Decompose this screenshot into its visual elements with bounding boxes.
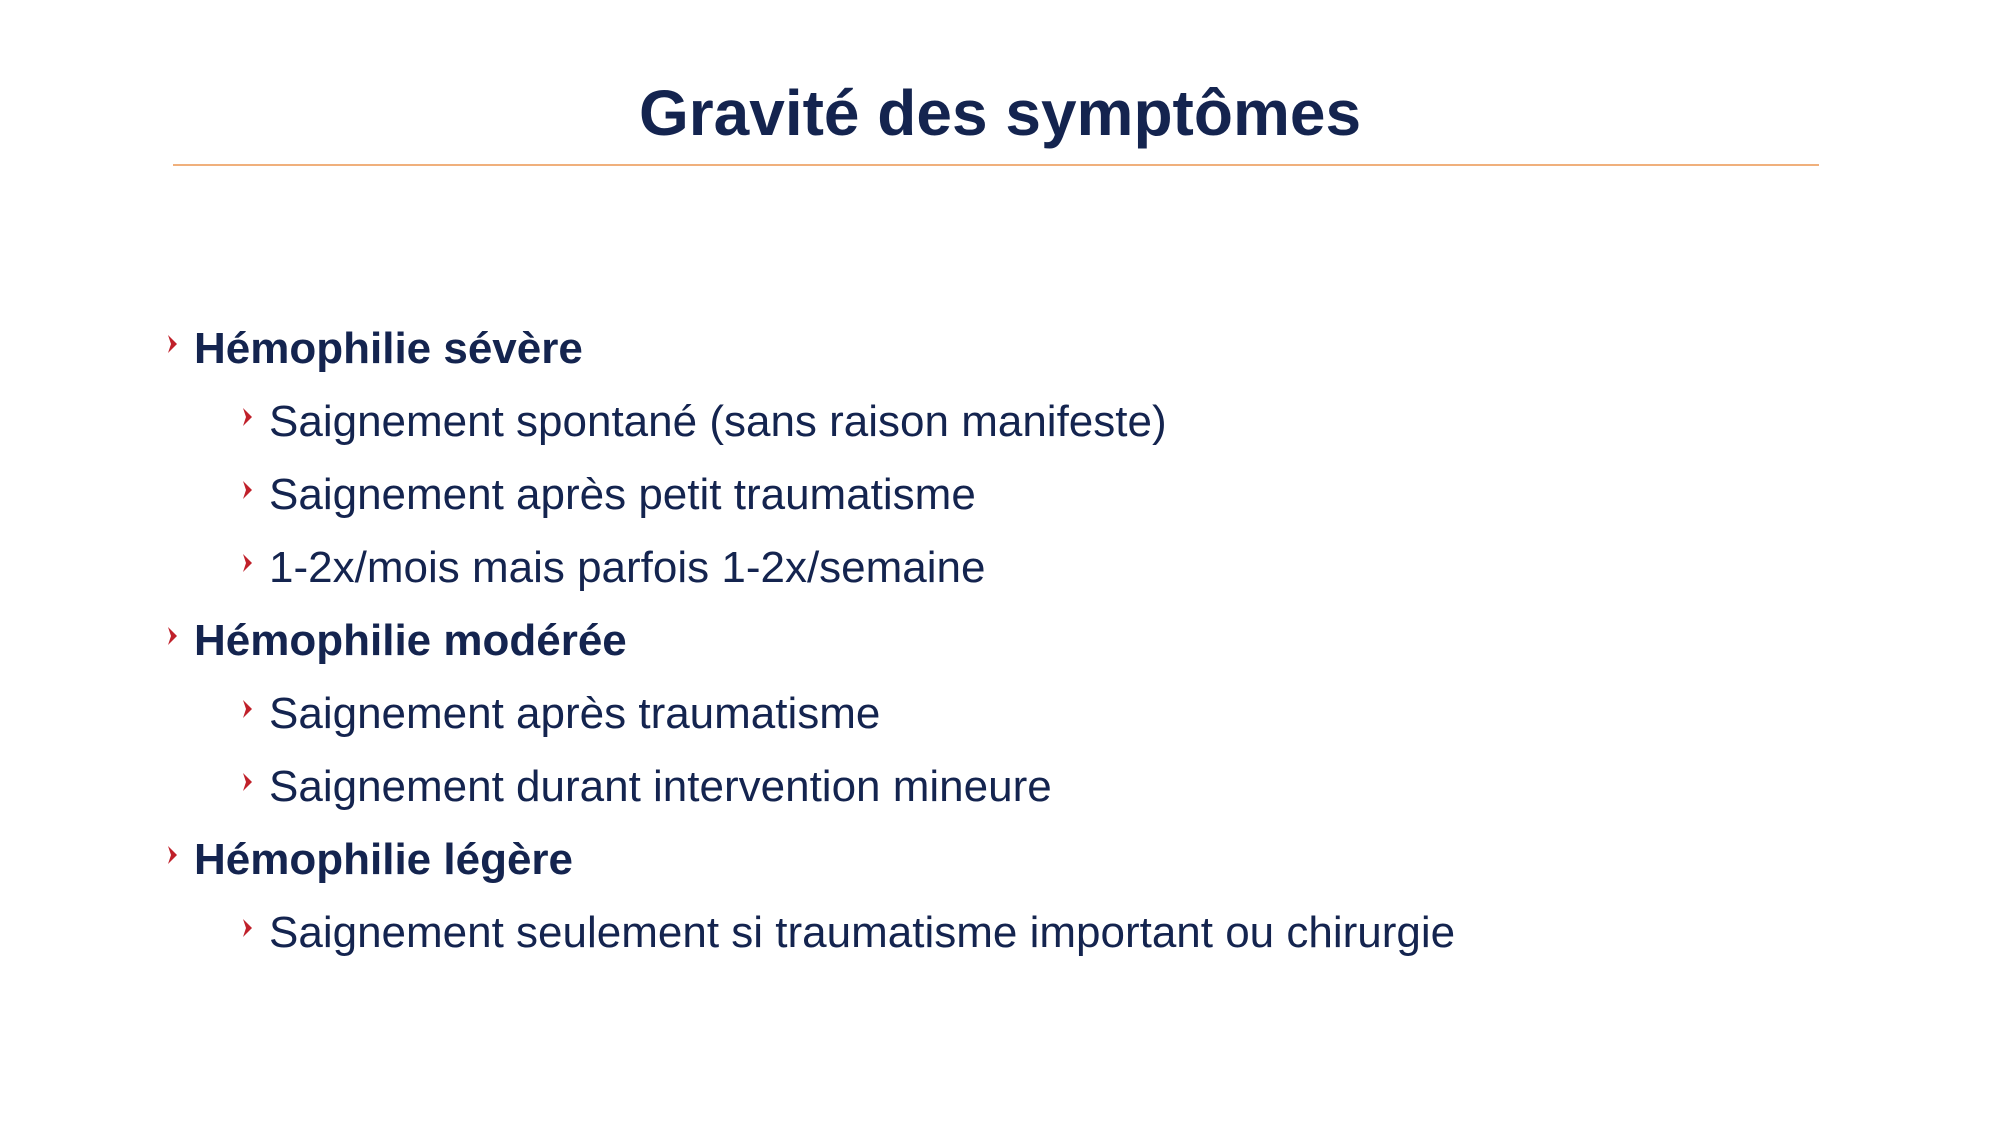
chevron-right-icon	[166, 333, 180, 355]
bullet-list	[160, 312, 1920, 969]
bullet-text: Saignement durant intervention mineure	[269, 762, 1052, 811]
chevron-right-icon	[241, 406, 255, 428]
bullet-item-severe	[160, 312, 1920, 385]
chevron-right-icon	[166, 844, 180, 866]
bullet-text: Saignement spontané (sans raison manifeste)	[269, 397, 1167, 446]
bullet-item-mild	[160, 823, 1920, 896]
chevron-right-icon	[166, 625, 180, 647]
bullet-text: Saignement seulement si traumatisme important ou chirurgie	[269, 908, 1456, 957]
chevron-right-icon	[241, 917, 255, 939]
chevron-right-icon	[241, 698, 255, 720]
bullet-subitem	[160, 531, 1920, 604]
bullet-subitem	[160, 896, 1920, 969]
title-divider	[173, 164, 1819, 166]
chevron-right-icon	[241, 479, 255, 501]
bullet-text: Hémophilie modérée	[194, 616, 627, 665]
bullet-subitem	[160, 750, 1920, 823]
bullet-text: Saignement après petit traumatisme	[269, 470, 976, 519]
bullet-subitem	[160, 677, 1920, 750]
bullet-text: Hémophilie légère	[194, 835, 574, 884]
bullet-text: 1-2x/mois mais parfois 1-2x/semaine	[269, 543, 986, 592]
bullet-subitem	[160, 385, 1920, 458]
slide-title: Gravité des symptômes	[638, 77, 1362, 149]
bullet-item-moderate	[160, 604, 1920, 677]
bullet-subitem	[160, 458, 1920, 531]
bullet-text: Hémophilie sévère	[194, 324, 583, 373]
chevron-right-icon	[241, 552, 255, 574]
bullet-text: Saignement après traumatisme	[269, 689, 881, 738]
chevron-right-icon	[241, 771, 255, 793]
